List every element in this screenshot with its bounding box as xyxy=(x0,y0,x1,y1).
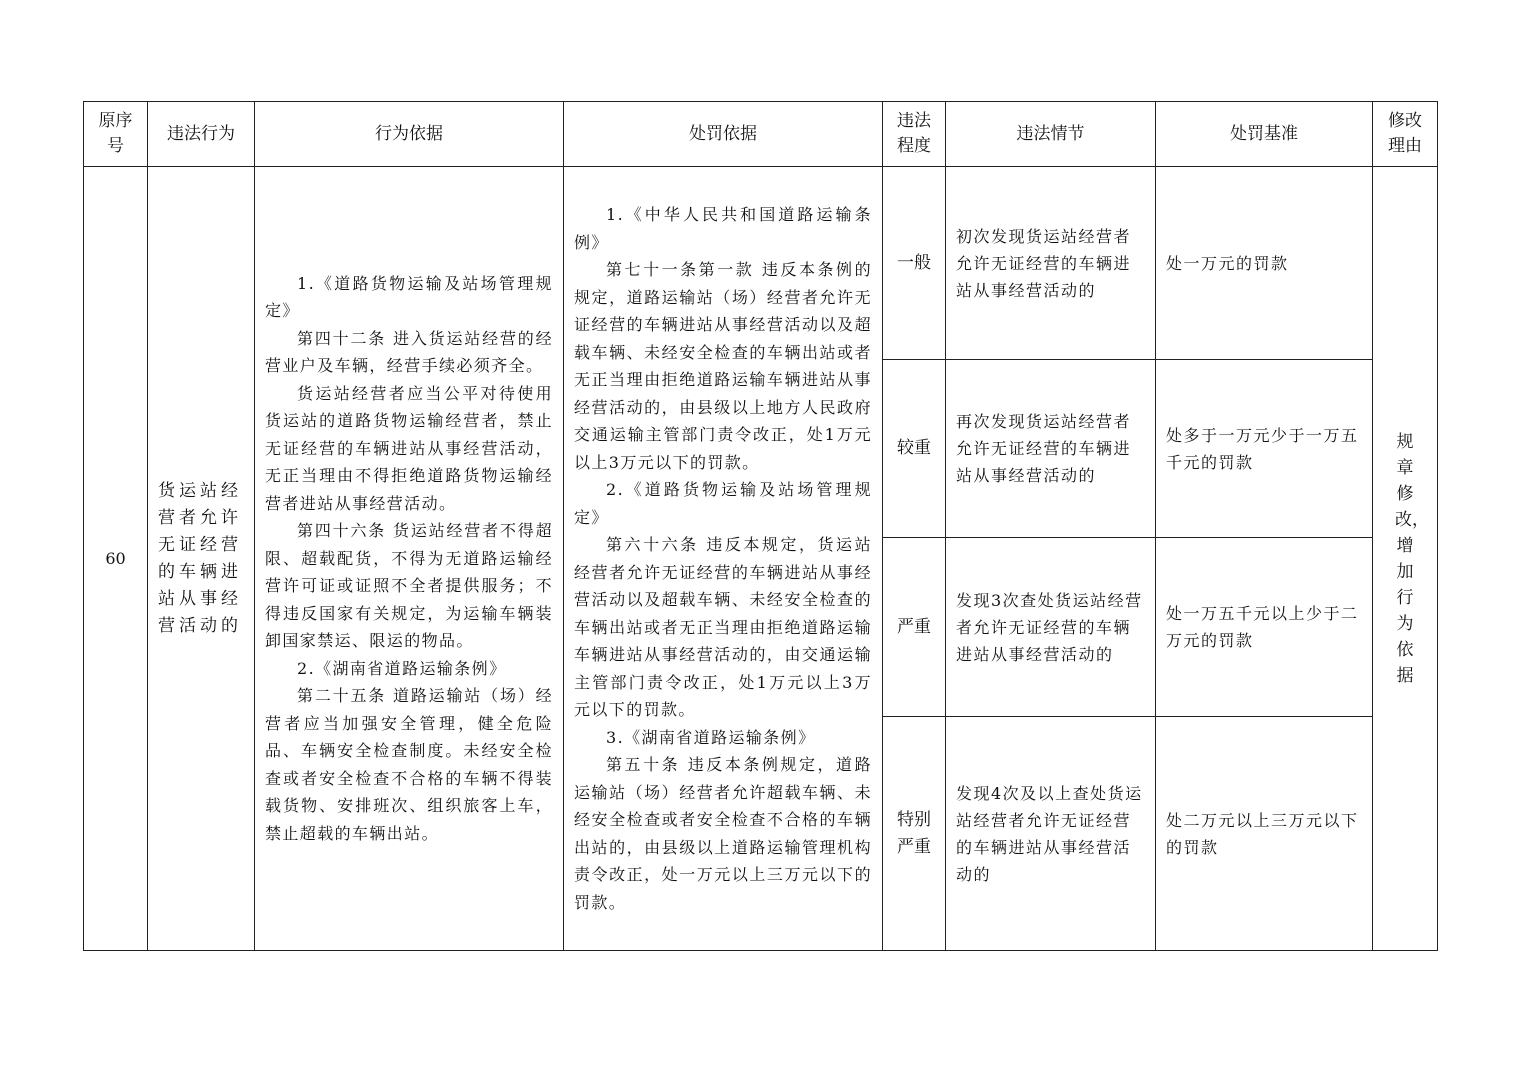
penalty-standard-table xyxy=(83,101,1438,951)
penalty-para: 第六十六条 违反本规定，货运站经营者允许无证经营的车辆进站从事经营活动以及超载车辆、未经安全检查的车辆出站或者无正当理由拒绝道路运输车辆进站从事经营活动的，由交通运输主管部门责令改正，处1万元以上3万元以下的罚款。 xyxy=(574,535,872,719)
penalty-para: 3.《湖南省道路运输条例》 xyxy=(606,727,816,747)
level-standard: 处二万元以上三万元以下的罚款 xyxy=(1156,717,1373,951)
header-circumstance: 违法情节 xyxy=(946,102,1156,167)
header-basis: 行为依据 xyxy=(255,102,564,167)
table-row xyxy=(84,167,1438,360)
level-degree: 严重 xyxy=(883,538,946,717)
basis-para: 第四十六条 货运站经营者不得超限、超载配货，不得为无道路运输经营许可证或证照不全者提供服务；不得违反国家有关规定，为运输车辆装卸国家禁运、限运的物品。 xyxy=(265,521,553,651)
basis-para: 1.《道路货物运输及站场管理规定》 xyxy=(265,273,553,321)
header-penalty-basis: 处罚依据 xyxy=(564,102,883,167)
row-reason: 规章修改，增加行为依据 xyxy=(1373,167,1438,951)
basis-para: 2.《湖南省道路运输条例》 xyxy=(297,658,507,678)
level-degree: 特别严重 xyxy=(883,717,946,951)
basis-para: 货运站经营者应当公平对待使用货运站的道路货物运输经营者，禁止无证经营的车辆进站从事经营活动，无正当理由不得拒绝道路货物运输经营者进站从事经营活动。 xyxy=(265,383,553,513)
penalty-para: 第七十一条第一款 违反本条例的规定，道路运输站（场）经营者允许无证经营的车辆进站从事经营活动以及超载车辆、未经安全检查的车辆出站或者无正当理由拒绝道路运输车辆进站从事经营活动的，由县级以上地方人民政府交通运输主管部门责令改正，处1万元以上3万元以下的罚款。 xyxy=(574,260,872,472)
header-degree: 违法程度 xyxy=(883,102,946,167)
level-circumstance: 再次发现货运站经营者允许无证经营的车辆进站从事经营活动的 xyxy=(946,360,1156,538)
header-seq: 原序号 xyxy=(84,102,148,167)
header-reason: 修改理由 xyxy=(1373,102,1438,167)
row-behavior-basis xyxy=(255,167,564,951)
header-row xyxy=(84,102,1438,167)
row-penalty-basis xyxy=(564,167,883,951)
level-standard: 处多于一万元少于一万五千元的罚款 xyxy=(1156,360,1373,538)
level-standard: 处一万五千元以上少于二万元的罚款 xyxy=(1156,538,1373,717)
penalty-para: 1.《中华人民共和国道路运输条例》 xyxy=(574,205,872,252)
row-seq: 60 xyxy=(84,167,148,951)
penalty-para: 第五十条 违反本条例规定，道路运输站（场）经营者允许超载车辆、未经安全检查或者安全检查不合格的车辆出站的，由县级以上道路运输管理机构责令改正，处一万元以上三万元以下的罚款。 xyxy=(574,755,872,912)
level-degree: 一般 xyxy=(883,167,946,360)
row-act: 货运站经营者允许无证经营的车辆进站从事经营活动的 xyxy=(148,167,255,951)
level-circumstance: 发现3次查处货运站经营者允许无证经营的车辆进站从事经营活动的 xyxy=(946,538,1156,717)
level-circumstance: 发现4次及以上查处货运站经营者允许无证经营的车辆进站从事经营活动的 xyxy=(946,717,1156,951)
level-standard: 处一万元的罚款 xyxy=(1156,167,1373,360)
header-act: 违法行为 xyxy=(148,102,255,167)
level-circumstance: 初次发现货运站经营者允许无证经营的车辆进站从事经营活动的 xyxy=(946,167,1156,360)
penalty-para: 2.《道路货物运输及站场管理规定》 xyxy=(574,480,872,527)
basis-para: 第四十二条 进入货运站经营的经营业户及车辆，经营手续必须齐全。 xyxy=(265,328,553,376)
header-standard: 处罚基准 xyxy=(1156,102,1373,167)
basis-para: 第二十五条 道路运输站（场）经营者应当加强安全管理，健全危险品、车辆安全检查制度。未经安全检查或者安全检查不合格的车辆不得装载货物、安排班次、组织旅客上车，禁止超载的车辆出站。 xyxy=(265,686,553,843)
level-degree: 较重 xyxy=(883,360,946,538)
